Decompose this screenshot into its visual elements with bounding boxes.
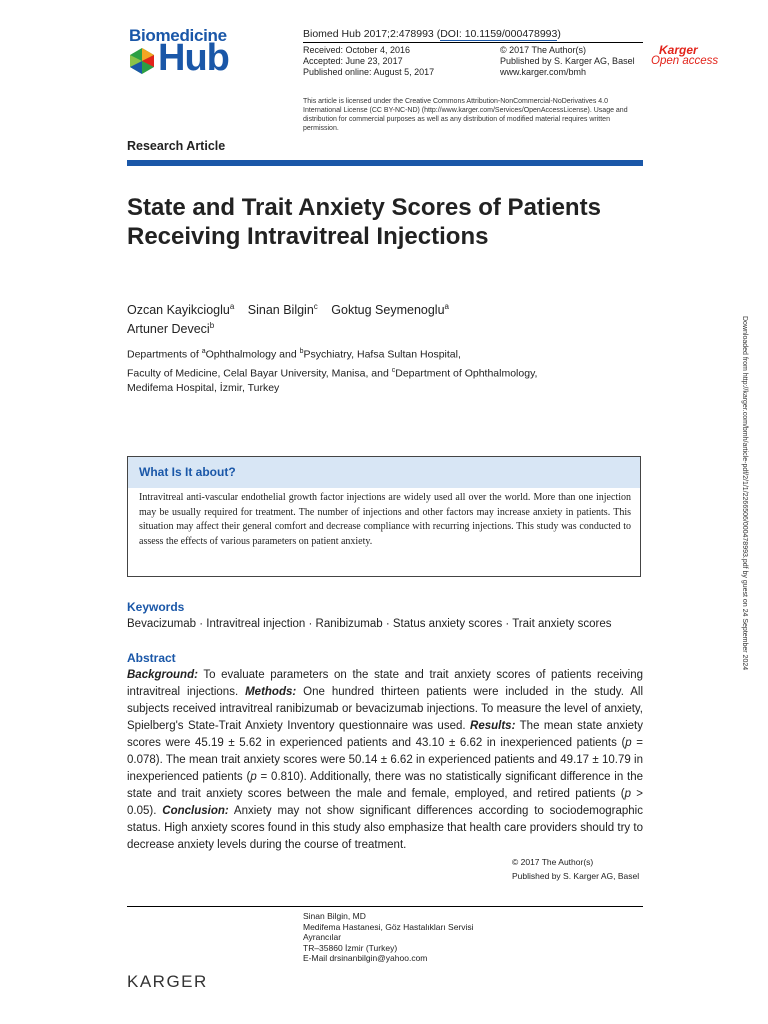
- results-label: Results:: [470, 720, 516, 732]
- keywords-heading: Keywords: [127, 600, 185, 614]
- summary-text: Intravitreal anti-vascular endothelial growth factor injections are widely used all over the world. More than one injection may be usually required for treatment. The number of injections and other factors may increase anxiety in patients. This situation may affect their general comfort and decrease compliance with recurring injections. This study was conducted to assess the effects of various parameters on patient anxiety.: [139, 492, 631, 547]
- background-label: Background:: [127, 669, 198, 681]
- published-date: Published online: August 5, 2017: [303, 67, 435, 77]
- journal-logo-hub: Hub: [158, 37, 229, 79]
- open-access-text: Open access: [651, 55, 719, 67]
- abstract-heading: Abstract: [127, 651, 176, 665]
- website-link[interactable]: www.karger.com/bmh: [500, 67, 587, 77]
- author-list: [127, 299, 647, 337]
- karger-footer-logo: KARGER: [127, 972, 208, 991]
- karger-logo-text: Karger: [659, 43, 698, 57]
- accepted-date: Accepted: June 23, 2017: [303, 56, 403, 66]
- methods-label: Methods:: [245, 686, 297, 698]
- author-name: Ozcan Kayikcioglu$^a$: [127, 302, 235, 318]
- journal-citation: Biomed Hub 2017;2:478993 (DOI: 10.1159/000478993): [303, 28, 561, 40]
- footer-rule: [127, 906, 643, 907]
- download-watermark: Downloaded from http://karger.com/bmh/article-pdf/2/1/1/2266506/000478993.pdf by guest on 24 September 2024: [741, 316, 748, 671]
- karger-open-access-logo: [651, 45, 721, 67]
- author-name: Artuner Deveci$^b$: [127, 321, 215, 337]
- author-name: Goktug Seymenoglu$^a$: [331, 302, 449, 318]
- journal-logo-text: Biomedicine: [129, 26, 227, 45]
- publisher-block: [500, 45, 635, 78]
- publisher-text: Published by S. Karger AG, Basel: [500, 56, 635, 66]
- article-type: Research Article: [127, 139, 226, 153]
- summary-box: [127, 456, 641, 577]
- license-text: This article is licensed under the Creative Commons Attribution-NonCommercial-NoDerivatives 4.0 International License (CC BY-NC-ND) (http://www.karger.com/Services/OpenAccessLicense). Usage and distribution for commercial purposes as well as any distribution of modified material requires written permission.: [303, 98, 628, 132]
- affiliations: Departments of $^a$Ophthalmology and $^b$Psychiatry, Hafsa Sultan Hospital, Faculty of Medicine, Celal Bayar University, Manisa, and $^c$Department of Ophthalmology, Medifema Hospital, İzmir, Turkey: [127, 348, 538, 394]
- correspondence-block: Sinan Bilgin, MD Medifema Hastanesi, Göz Hastalıkları Servisi Ayrancılar TR–35860 İzmir (Turkey) E-Mail drsinanbilgin@yahoo.com: [303, 911, 474, 963]
- conclusion-label: Conclusion:: [162, 805, 229, 817]
- section-bar: [127, 160, 643, 166]
- received-date: Received: October 4, 2016: [303, 45, 411, 55]
- summary-heading: What Is It about?: [139, 465, 236, 479]
- copyright-text: © 2017 The Author(s): [500, 45, 587, 55]
- abstract-copyright: © 2017 The Author(s) Published by S. Karger AG, Basel: [512, 857, 640, 881]
- citation-text: Biomed Hub 2017;2:478993: [303, 28, 434, 40]
- header-rule: [303, 42, 643, 43]
- abstract-text: Background: To evaluate parameters on the state and trait anxiety scores of patients receiving intravitreal injections. Methods: One hundred thirteen patients were included in the study. All subjects received intravitreal ranibizumab or bevacizumab injections. To measure the level of anxiety, Spielberg's State-Trait Anxiety Inventory questionnaire was used. Results: The mean state anxiety scores were 45.19 ± 5.62 in experienced patients and 43.10 ± 6.62 in inexperienced patients (p = 0.078). The mean trait anxiety scores were 50.14 ± 6.62 in experienced patients and 49.17 ± 10.79 in inexperienced patients (p = 0.810). Additionally, there was no statistically significant difference in the state and trait anxiety scores between the male and female, employed, and retired patients (p > 0.05). Conclusion: Anxiety may not show significant differences according to sociodemographic status. High anxiety scores found in this study also emphasize that health care providers should try to decrease anxiety levels during the course of treatment.: [127, 669, 644, 851]
- dates-block: [303, 45, 434, 78]
- doi-link[interactable]: DOI: 10.1159/000478993: [440, 28, 558, 40]
- article-title: State and Trait Anxiety Scores of Patients Receiving Intravitreal Injections: [127, 194, 601, 250]
- summary-box-header: [128, 457, 640, 488]
- correspondence-email[interactable]: E-Mail drsinanbilgin@yahoo.com: [303, 953, 428, 963]
- author-name: Sinan Bilgin$^c$: [247, 302, 318, 318]
- keywords-list: Bevacizumab · Intravitreal injection · Ranibizumab · Status anxiety scores · Trait anxiety scores: [127, 618, 612, 630]
- correspondence-name: Sinan Bilgin, MD: [303, 911, 366, 921]
- journal-logo-icon: [127, 46, 157, 76]
